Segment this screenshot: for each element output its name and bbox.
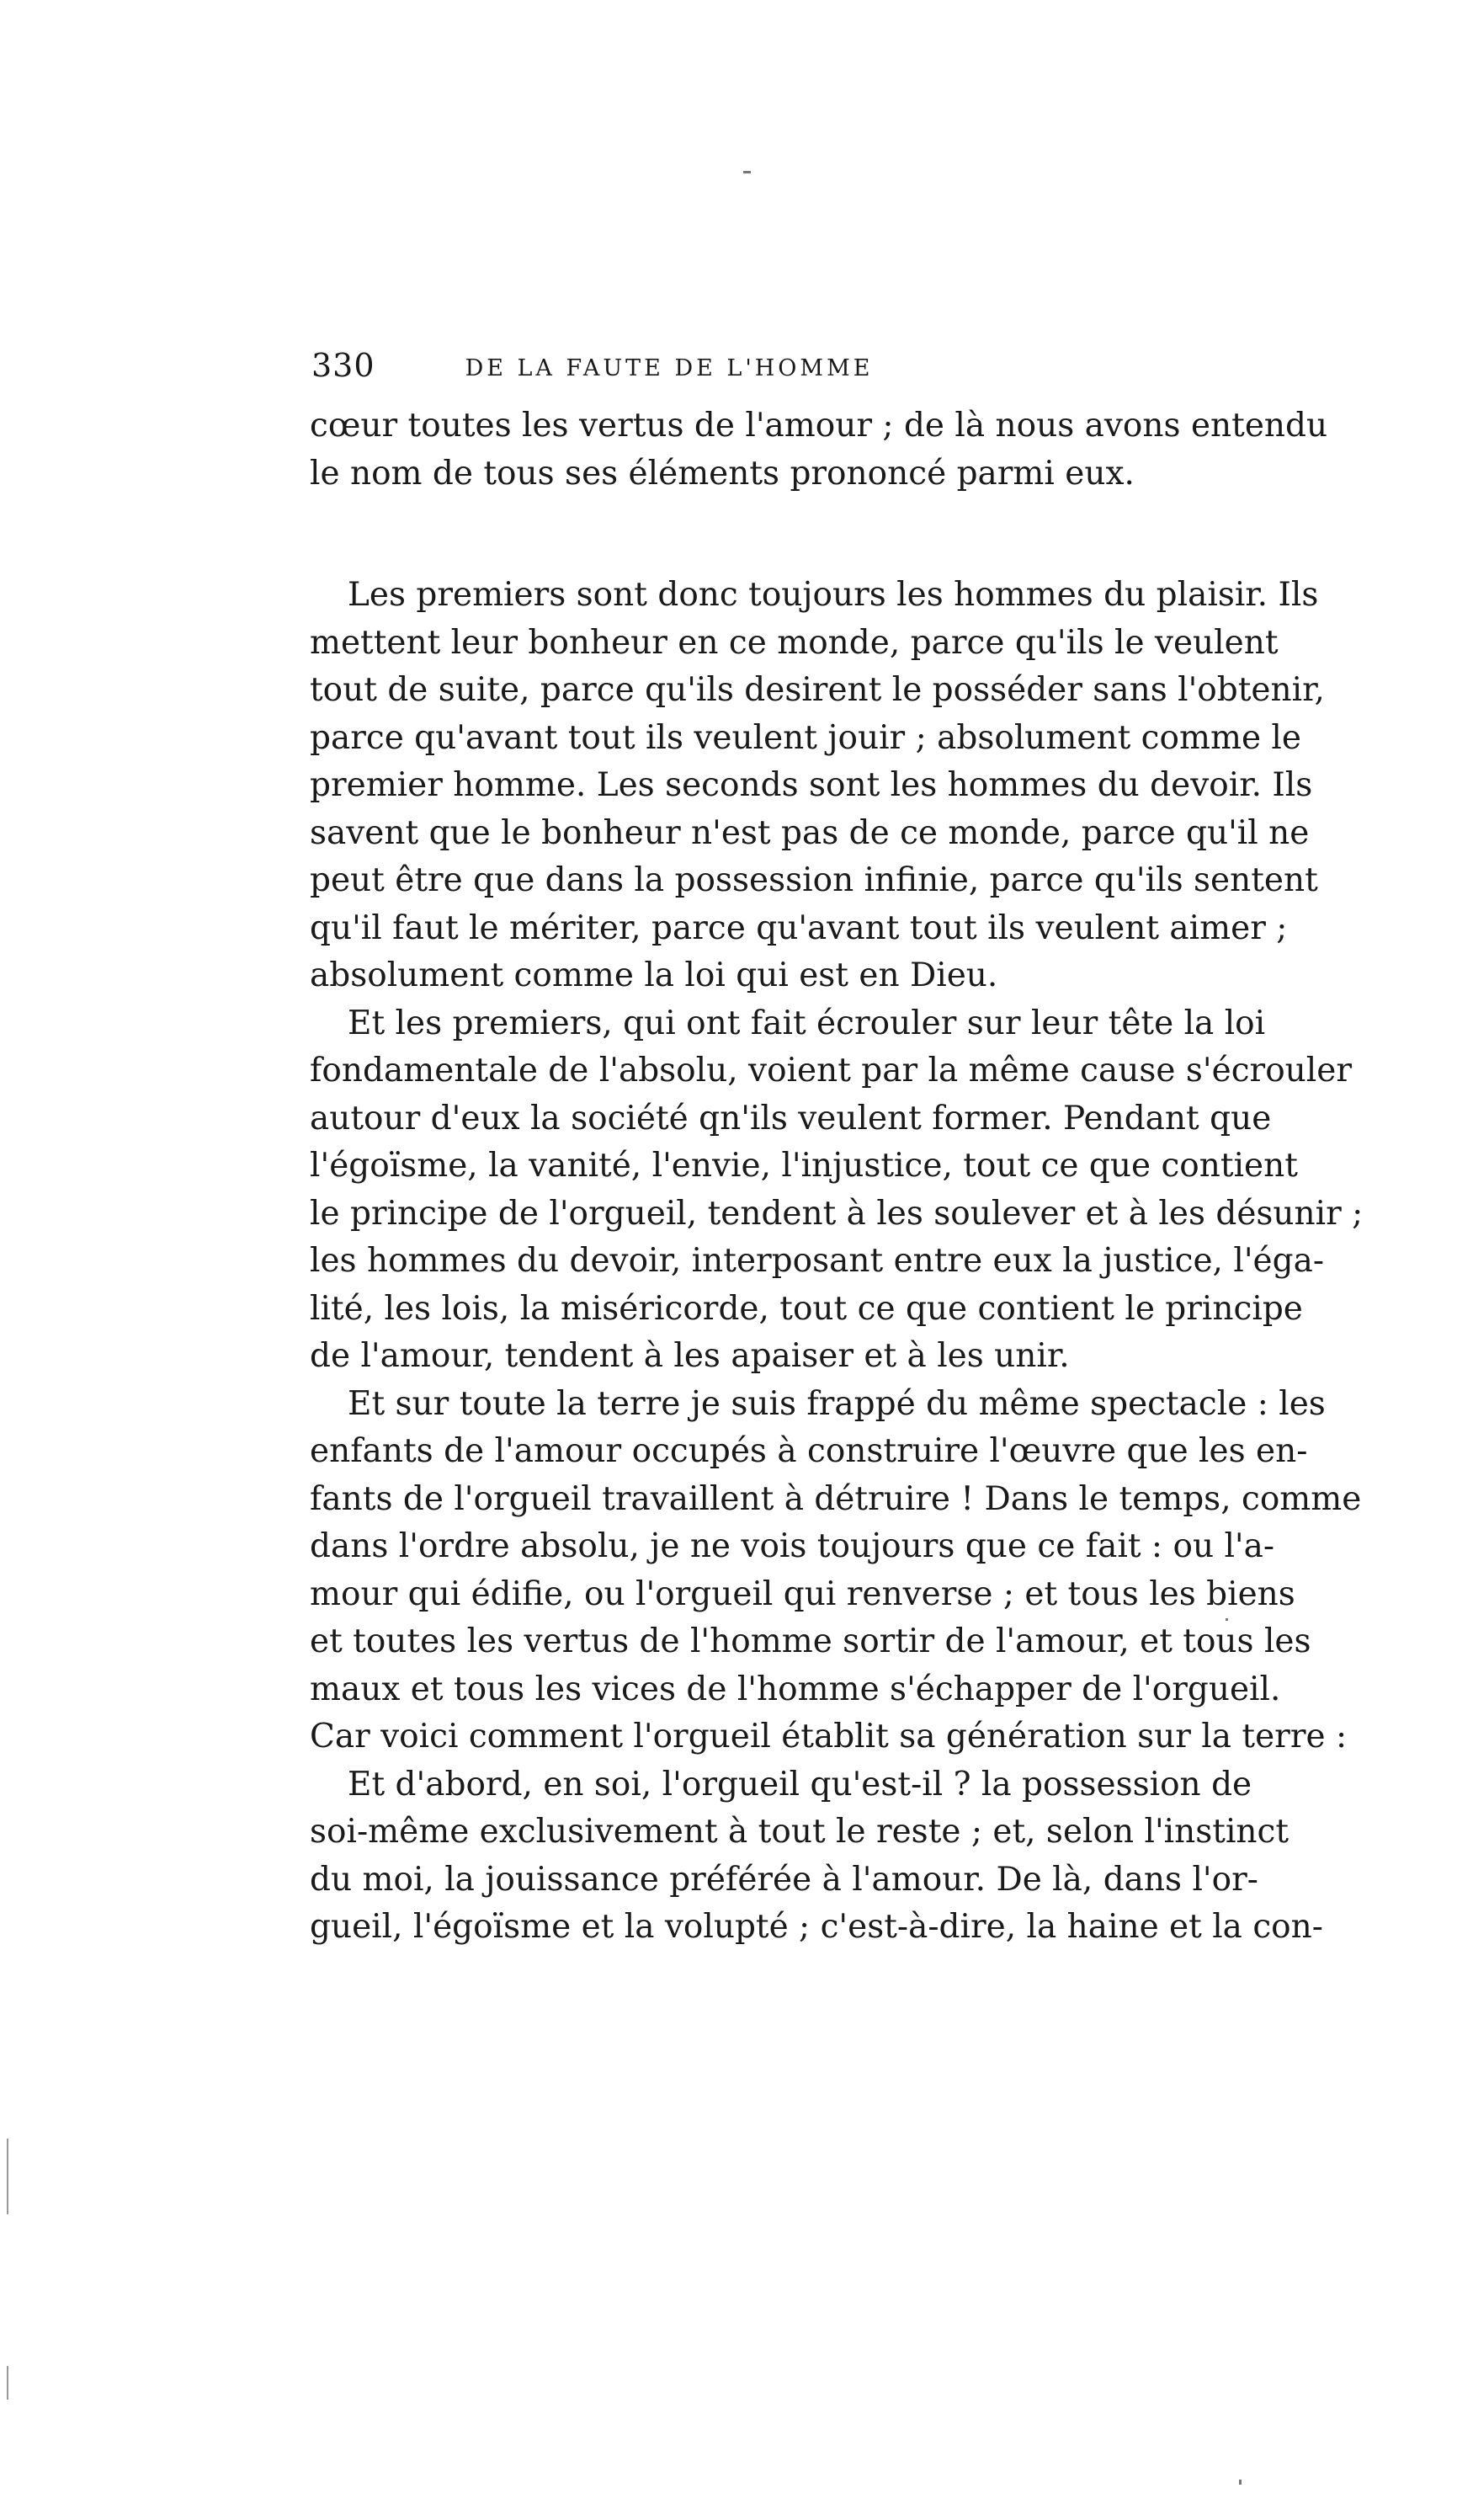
- scan-speck: [1239, 2480, 1242, 2485]
- text-line: Les premiers sont donc toujours les hommes du plaisir. Ils: [348, 576, 1319, 614]
- page-number: 330: [311, 347, 375, 384]
- text-line: dans l'ordre absolu, je ne vois toujours que ce fait : ou l'a-: [310, 1527, 1275, 1565]
- text-line: Et d'abord, en soi, l'orgueil qu'est-il ? la possession de: [348, 1765, 1252, 1803]
- text-line: et toutes les vertus de l'homme sortir de l'amour, et tous les: [310, 1622, 1311, 1660]
- text-line: soi-même exclusivement à tout le reste ; et, selon l'instinct: [310, 1813, 1289, 1851]
- text-line: Et sur toute la terre je suis frappé du même spectacle : les: [348, 1384, 1326, 1423]
- text-line: qu'il faut le mériter, parce qu'avant tout ils veulent aimer ;: [310, 908, 1288, 947]
- paragraph-2: [310, 1000, 1364, 1381]
- paragraph-4: [310, 1761, 1323, 1952]
- text-line: savent que le bonheur n'est pas de ce monde, parce qu'il ne: [310, 813, 1310, 852]
- paragraph-gap: [310, 498, 1231, 572]
- text-line: de l'amour, tendent à les apaiser et à les unir.: [310, 1337, 1070, 1375]
- text-line: fondamentale de l'absolu, voient par la même cause s'écrouler: [310, 1052, 1352, 1090]
- running-title: DE LA FAUTE DE L'HOMME: [465, 355, 874, 381]
- paragraph-1: [310, 572, 1325, 1000]
- text-line: absolument comme la loi qui est en Dieu.: [310, 956, 998, 994]
- text-line: premier homme. Les seconds sont les hommes du devoir. Ils: [310, 766, 1313, 804]
- running-head: [311, 347, 976, 397]
- text-line: Et les premiers, qui ont fait écrouler sur leur tête la loi: [348, 1004, 1266, 1042]
- text-line: l'égoïsme, la vanité, l'envie, l'injustice, tout ce que contient: [310, 1147, 1298, 1185]
- scan-speck: [743, 171, 751, 173]
- text-line: le principe de l'orgueil, tendent à les soulever et à les désunir ;: [310, 1194, 1364, 1233]
- text-line: peut être que dans la possession infinie, parce qu'ils sentent: [310, 861, 1318, 899]
- text-line: enfants de l'amour occupés à construire l'œuvre que les en-: [310, 1432, 1308, 1470]
- text-line: mour qui édifie, ou l'orgueil qui renverse ; et tous les biens: [310, 1574, 1295, 1613]
- text-line: maux et tous les vices de l'homme s'échapper de l'orgueil.: [310, 1670, 1281, 1708]
- text-line: fants de l'orgueil travaillent à détruire ! Dans le temps, comme: [310, 1479, 1362, 1518]
- text-line: lité, les lois, la miséricorde, tout ce que contient le principe: [310, 1289, 1303, 1328]
- text-line: Car voici comment l'orgueil établit sa génération sur la terre :: [310, 1718, 1348, 1755]
- text-line: mettent leur bonheur en ce monde, parce qu'ils le veulent: [310, 623, 1279, 662]
- text-line: le nom de tous ses éléments prononcé parmi eux.: [310, 454, 1135, 493]
- text-line: parce qu'avant tout ils veulent jouir ; absolument comme le: [310, 718, 1301, 757]
- scan-speck: [7, 2366, 8, 2400]
- text-line: du moi, la jouissance préférée à l'amour. De là, dans l'or-: [310, 1860, 1258, 1899]
- text-line: gueil, l'égoïsme et la volupté ; c'est-à-dire, la haine et la con-: [310, 1908, 1323, 1946]
- text-line: cœur toutes les vertus de l'amour ; de là nous avons entendu: [310, 407, 1328, 445]
- paragraph-3: [310, 1381, 1362, 1761]
- body-text: [310, 402, 1364, 1952]
- text-line: les hommes du devoir, interposant entre eux la justice, l'éga-: [310, 1242, 1325, 1280]
- text-line: tout de suite, parce qu'ils desirent le posséder sans l'obtenir,: [310, 671, 1325, 709]
- scan-speck: [7, 2139, 8, 2214]
- text-line: autour d'eux la société qn'ils veulent former. Pendant que: [310, 1099, 1272, 1137]
- continuation-paragraph: [310, 402, 1328, 498]
- scan-speck: [1226, 1618, 1228, 1621]
